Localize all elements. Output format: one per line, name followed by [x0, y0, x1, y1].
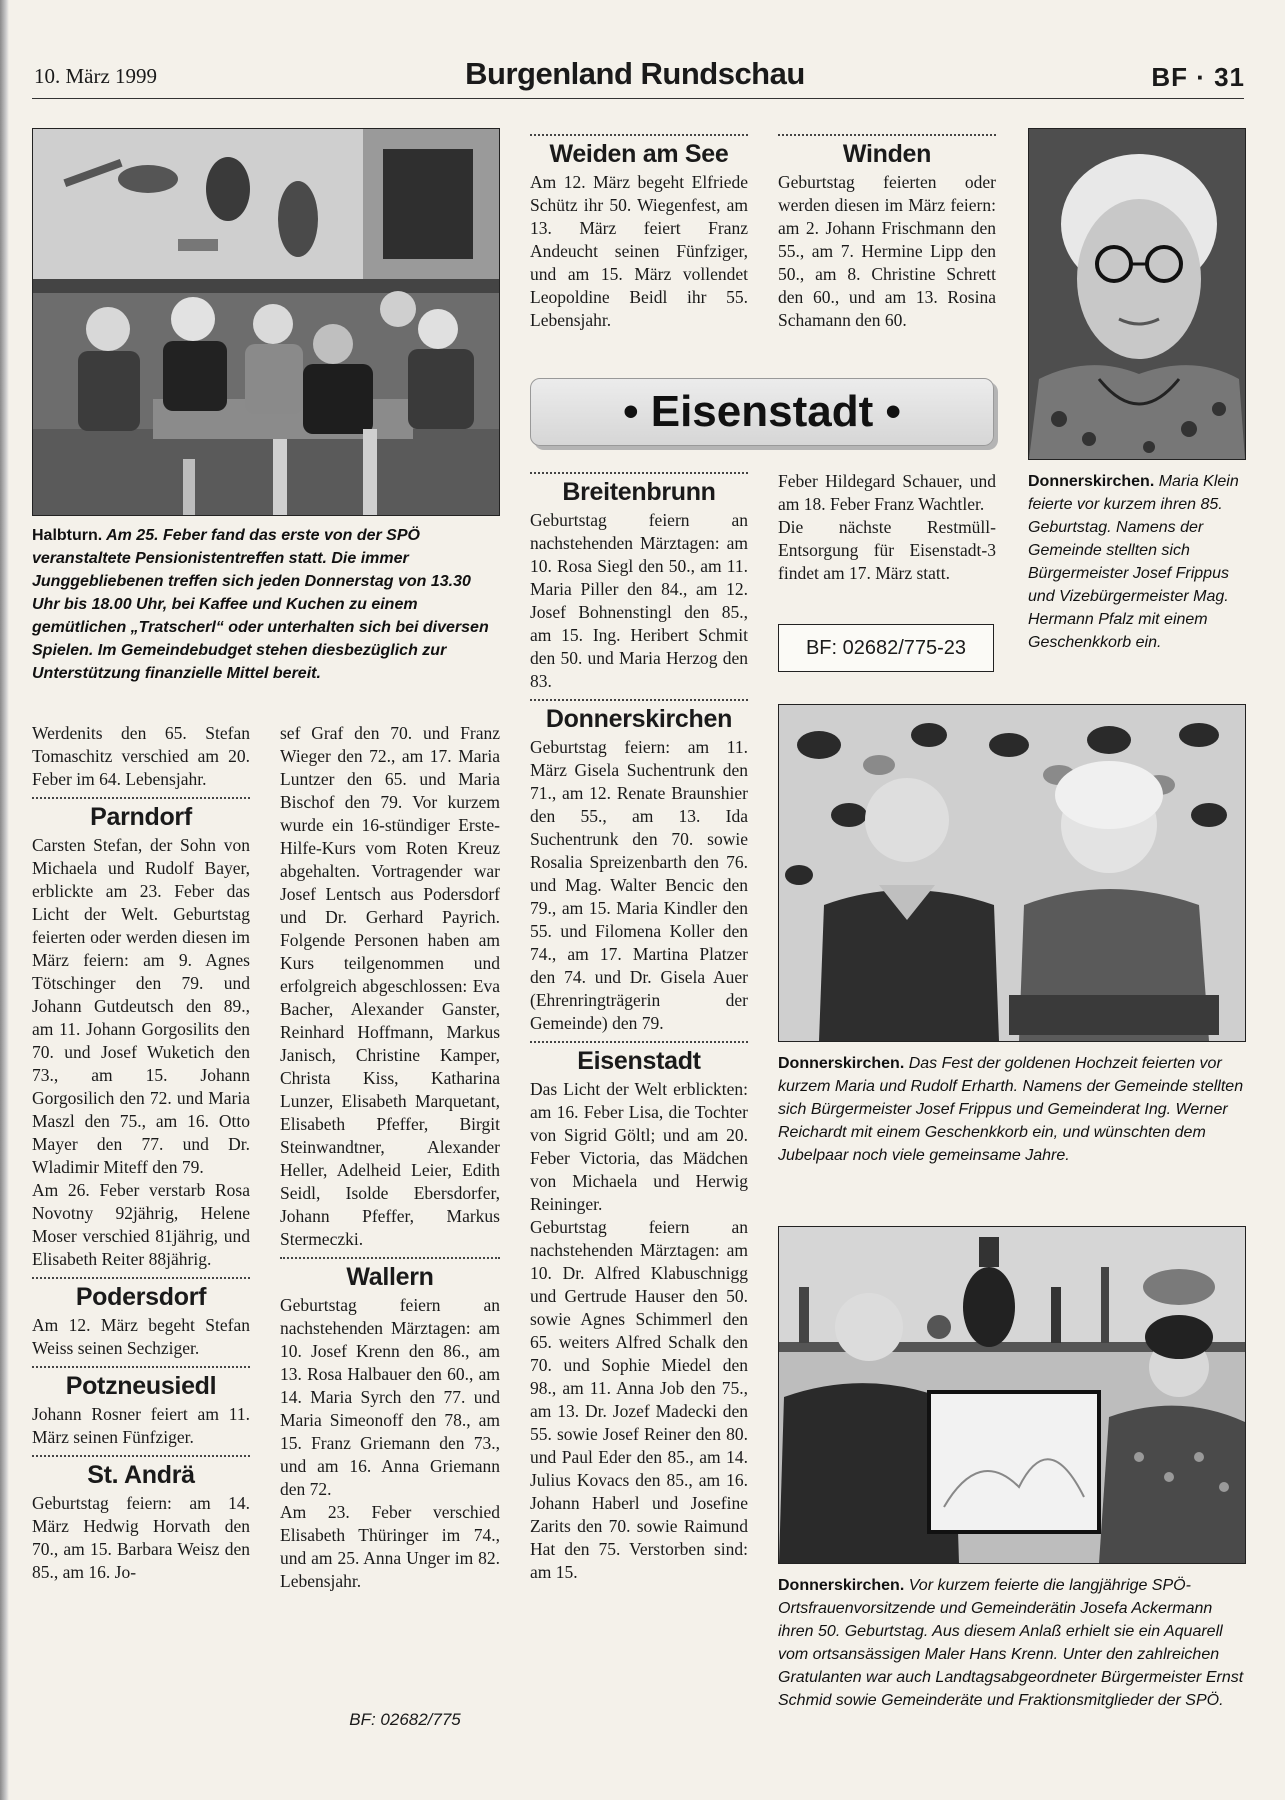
article-weiden-am-see — [530, 128, 748, 332]
caption-text: Maria Klein feierte vor kurzem ihren 85. Geburtstag. Namens der Gemeinde stellten sich Bürgermeister Josef Frippus und Vizebürgermeister Mag. Hermann Pfalz mit einem Geschenkkorb ein. — [1028, 473, 1239, 651]
caption-place: Donnerskirchen. — [778, 1577, 905, 1594]
caption-erharth — [778, 1052, 1246, 1167]
section-divider — [530, 472, 748, 474]
wallern-text-deaths: Am 23. Feber verschied Elisabeth Thüringer im 74., und am 25. Anna Unger im 82. Lebensjahr. — [280, 1502, 500, 1591]
heading-winden: Winden — [842, 140, 932, 168]
section-divider — [32, 1366, 250, 1368]
header-rule — [32, 98, 1244, 99]
column-2 — [280, 722, 500, 1593]
section-divider — [778, 134, 996, 136]
parndorf-text: Carsten Stefan, der Sohn von Michaela und Rudolf Bayer, erblickte am 23. Feber das Licht der Welt. Geburtstag feierten oder werden diesen im März feiern: am 9. Agnes Tötschinger den 79. und Johann Gutdeutsch den 89., am 11. Johann Gorgosilits den 70. und Josef Wuketich den 73., am 15. Johann Gorgosilich den 72. und Maria Maszl den 75., am 16. Otto Mayer den 77. und Dr. Wladimir Miteff den 79. — [32, 835, 250, 1177]
section-divider — [32, 1277, 250, 1279]
section-divider — [32, 797, 250, 799]
photo-erharth-couple — [778, 704, 1246, 1042]
st-andrae-text: Geburtstag feiern: am 14. März Hedwig Horvath den 70., am 15. Barbara Weisz den 85., am 16. Jo- — [32, 1493, 250, 1582]
section-divider — [530, 699, 748, 701]
caption-text: Das Fest der goldenen Hochzeit feierten vor kurzem Maria und Rudolf Erharth. Namens der Gemeinde stellten sich Bürgermeister Josef Frippus und Gemeinderat Ing. Werner Reichardt mit einem Geschenkkorb ein, und wünschten dem Jubelpaar noch viele gemeinsame Jahre. — [778, 1055, 1244, 1164]
section-divider — [530, 1041, 748, 1043]
article-winden — [778, 128, 996, 332]
column-1 — [32, 722, 250, 1584]
caption-maria-klein — [1028, 470, 1248, 654]
column-3 — [530, 466, 748, 1584]
page-number: BF · 31 — [1151, 62, 1245, 92]
heading-potzneusiedl: Potzneusiedl — [65, 1372, 217, 1400]
caption-halbturn — [32, 524, 502, 685]
eisenstadt-birthdays-text: Geburtstag feiern an nachstehenden Märztagen: am 10. Dr. Alfred Klabuschnigg und Gertrude Hauser den 50. sowie Agnes Schimmerl den 65. weiters Alfred Schalk den 70. und Sophie Miedel den 98., am 11. Anna Job den 75., am 13. Dr. Jozef Madecki den 55. sowie Josef Reiner den 80. und Paul Eder den 85., am 14. Julius Kovacs den 85., am 16. Johann Haberl und Josefine Zarits den 70. sowie Raimund Hat den 75. Verstorben sind: am 15. — [530, 1217, 748, 1582]
bf-phone-box: BF: 02682/775-23 — [778, 624, 994, 672]
photo-halbturn-pensioners — [32, 128, 500, 516]
heading-breitenbrunn: Breitenbrunn — [562, 478, 716, 506]
eisenstadt-births-text: Das Licht der Welt erblickten: am 16. Feber Lisa, die Tochter von Sigrid Göltl; und am 20. Feber Victoria, das Mädchen von Michaela und Herwig Reininger. — [530, 1079, 748, 1214]
photo-ackermann-aquarell — [778, 1226, 1246, 1564]
wallern-text: Geburtstag feiern an nachstehenden Märztagen: am 10. Josef Krenn den 86., am 13. Rosa Halbauer den 60., am 14. Maria Syrch den 77. und Maria Simeonoff den 78., am 15. Franz Griemann den 73., und am 16. Anna Griemann den 72. — [280, 1295, 500, 1499]
photo-maria-klein — [1028, 128, 1246, 460]
caption-place: Donnerskirchen. — [778, 1055, 905, 1072]
newspaper-title: Burgenland Rundschau — [465, 56, 805, 91]
heading-parndorf: Parndorf — [90, 803, 192, 831]
section-divider — [280, 1257, 500, 1259]
heading-podersdorf: Podersdorf — [75, 1283, 207, 1311]
breitenbrunn-text: Geburtstag feiern an nachstehenden Märztagen: am 10. Rosa Siegl den 50., am 11. Maria Piller den 84., am 12. Josef Bohnenstingl den 85., am 15. Ing. Heribert Schmit den 50. und Maria Herzog den 83. — [530, 510, 748, 691]
caption-text: Vor kurzem feierte die langjährige SPÖ-Ortsfrauenvorsitzende und Gemeinderätin Josefa Ackermann ihren 50. Geburtstag. Aus diesem Anlaß erhielt sie ein Aquarell vom ortsansässigen Maler Hans Krenn. Unter den zahlreichen Gratulanten war auch Landtagsabgeordneter Bürgermeister Ernst Schmid sowie Gemeinderäte und Fraktionsmitglieder der SPÖ. — [778, 1577, 1244, 1709]
caption-ackermann — [778, 1574, 1246, 1712]
bf-signature: BF: 02682/775 — [349, 1710, 461, 1729]
heading-donnerskirchen: Donnerskirchen — [545, 705, 733, 733]
st-andrae-continued-text: sef Graf den 70. und Franz Wieger den 72., am 17. Maria Luntzer den 65. und Maria Bischof den 79. Vor kurzem wurde ein 16-stündiger Erste-Hilfe-Kurs vom Roten Kreuz abgehalten. Vortragender war Josef Lentsch aus Podersdorf und Dr. Gerhard Payrich. Folgende Personen haben am Kurs teilgenommen und erfolgreich abgeschlossen: Eva Bacher, Alexander Ganster, Reinhard Hoffmann, Markus Janisch, Christine Kamper, Christa Kiss, Katharina Lunzer, Elisabeth Marquetant, Elisabeth Pfeffer, Birgit Steinwandtner, Alexander Heller, Adelheid Leier, Edith Seidl, Isolde Ebersdorfer, Johann Pfeffer, Markus Stermeczki. — [280, 723, 500, 1249]
caption-text: Am 25. Feber fand das erste von der SPÖ veranstaltete Pensionistentreffen statt. Die immer Junggebliebenen treffen sich jeden Donnerstag von 13.30 Uhr bis 18.00 Uhr, bei Kaffee und Kuchen zu einem gemütlichen „Tratscherl“ oder unterhalten sich bei diversen Spielen. Im Gemeindebudget stehen diesbezüglich zur Unterstützung finanzielle Mittel bereit. — [32, 527, 489, 682]
column-4 — [778, 470, 996, 585]
weiden-text: Am 12. März begeht Elfriede Schütz ihr 50. Wiegenfest, am 13. März feiert Franz Andeucht seinen Fünfziger, und am 15. März vollendet Leopoldine Beidl ihr 55. Lebensjahr. — [530, 172, 748, 330]
section-divider — [32, 1455, 250, 1457]
obituary-text: Werdenits den 65. Stefan Tomaschitz verschied am 20. Feber im 64. Lebensjahr. — [32, 723, 250, 789]
potzneusiedl-text: Johann Rosner feiert am 11. März seinen Fünfziger. — [32, 1404, 250, 1447]
parndorf-text-deaths: Am 26. Feber verstarb Rosa Novotny 92jährig, Helene Moser verschied 81jährig, und Elisabeth Reiter 88jährig. — [32, 1180, 250, 1269]
heading-weiden-am-see: Weiden am See — [549, 140, 729, 168]
heading-st-andrae: St. Andrä — [87, 1461, 195, 1489]
winden-text: Geburtstag feierten oder werden diesen im März feiern: am 2. Johann Frischmann den 55., am 7. Hermine Lipp den 50., am 8. Christine Schrett den 60., und am 13. Rosina Schamann den 60. — [778, 172, 996, 330]
caption-place: Donnerskirchen. — [1028, 473, 1155, 490]
issue-date: 10. März 1999 — [34, 64, 158, 88]
eisenstadt-banner: • Eisenstadt • — [530, 378, 994, 446]
donnerskirchen-text: Geburtstag feiern: am 11. März Gisela Suchentrunk den 71., am 12. Renate Braunshier den 55., am 13. Ida Suchentrunk den 70. sowie Rosalia Spreizenbarth den 76. und Mag. Walter Bencic den 79., am 15. Maria Kindler den 55. und Filomena Koller den 74., am 17. Martina Platzer den 74. und Dr. Gisela Auer (Ehrenringträgerin der Gemeinde) den 79. — [530, 737, 748, 1033]
caption-place: Halbturn. — [32, 527, 103, 544]
section-divider — [530, 134, 748, 136]
restmuell-text: Die nächste Restmüll-Entsorgung für Eisenstadt-3 findet am 17. März statt. — [778, 517, 996, 583]
binding-edge — [0, 0, 9, 1800]
heading-wallern: Wallern — [346, 1263, 434, 1291]
podersdorf-text: Am 12. März begeht Stefan Weiss seinen Sechziger. — [32, 1315, 250, 1358]
eisenstadt-continued-text: Feber Hildegard Schauer, und am 18. Feber Franz Wachtler. — [778, 471, 996, 514]
heading-eisenstadt: Eisenstadt — [577, 1047, 701, 1075]
